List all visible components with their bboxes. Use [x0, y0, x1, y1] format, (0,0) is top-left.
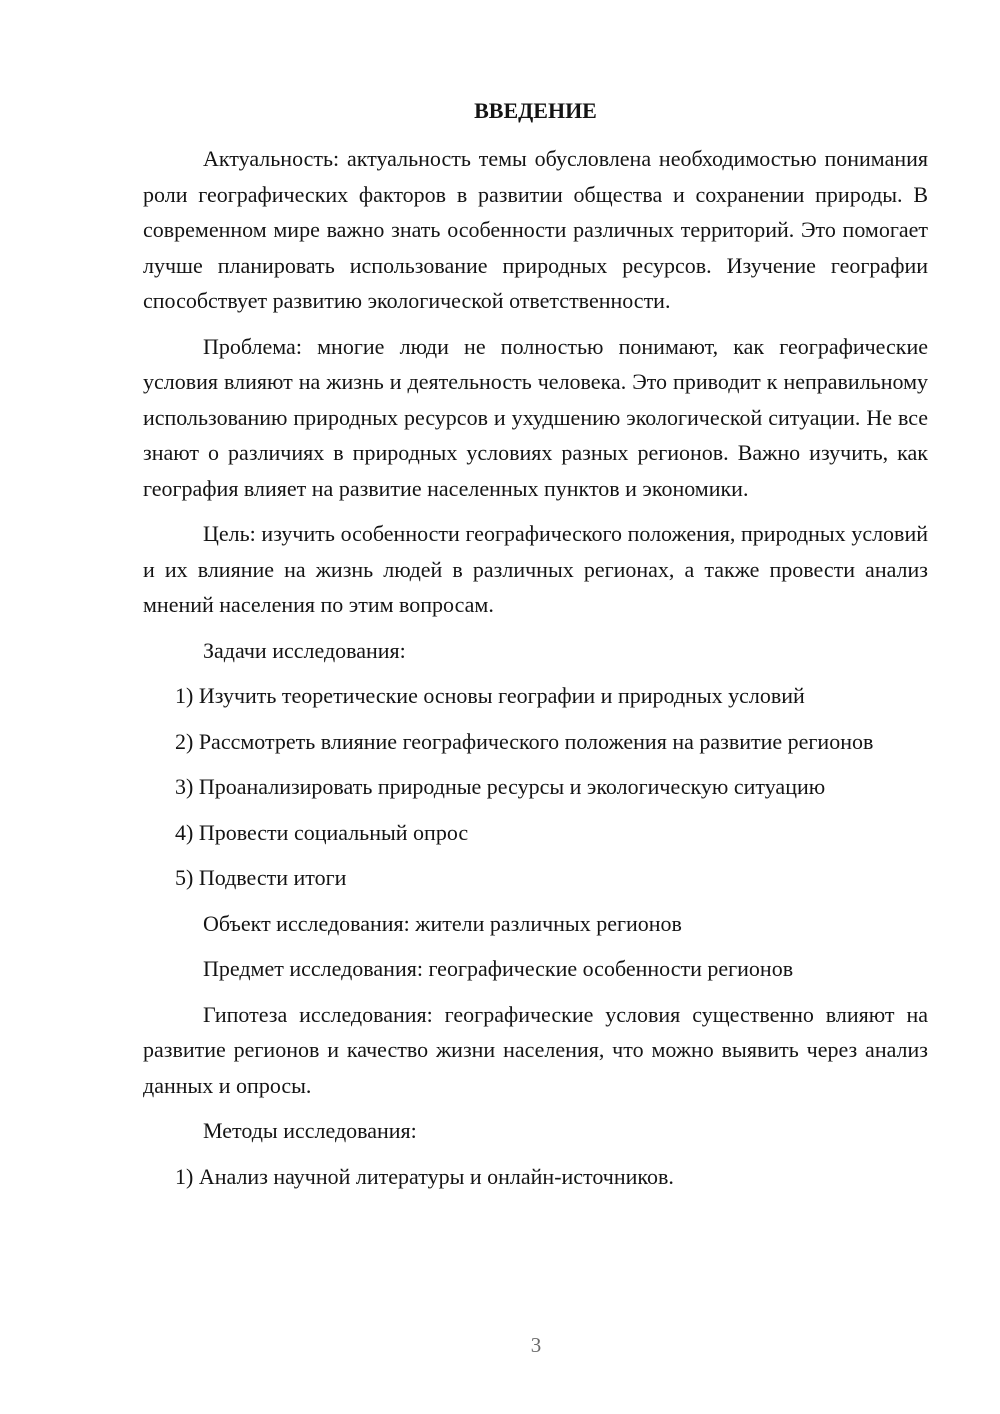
document-body [143, 141, 928, 1204]
task-item: 4) Провести социальный опрос [175, 819, 469, 845]
tasks-heading: Задачи исследования: [203, 637, 406, 663]
paragraph-relevance: Актуальность: актуальность темы обусловлена необходимостью понимания роли географических факторов в развитии общества и сохранении природы. В современном мире важно знать особенности различных территорий. Это помогает лучше планировать использование природных ресурсов. Изучение географии способствует развитию экологической ответственности. [143, 146, 928, 313]
task-item: 1) Изучить теоретические основы географии и природных условий [175, 683, 805, 708]
research-hypothesis: Гипотеза исследования: географические условия существенно влияют на развитие регионов и качество жизни населения, что можно выявить через анализ данных и опросы. [143, 1001, 928, 1098]
research-subject: Предмет исследования: географические особенности регионов [203, 956, 794, 981]
methods-heading: Методы исследования: [203, 1118, 417, 1143]
task-item: 3) Проанализировать природные ресурсы и экологическую ситуацию [175, 774, 826, 799]
method-item: 1) Анализ научной литературы и онлайн-источников. [175, 1163, 674, 1189]
research-object: Объект исследования: жители различных регионов [203, 910, 682, 936]
paragraph-goal: Цель: изучить особенности географического положения, природных условий и их влияние на жизнь людей в различных регионах, а также провести анализ мнений населения по этим вопросам. [143, 521, 928, 617]
task-item: 5) Подвести итоги [175, 865, 347, 890]
paragraph-problem: Проблема: многие люди не полностью понимают, как географические условия влияют на жизнь и деятельность человека. Это приводит к неправильному использованию природных ресурсов и ухудшению экологической ситуации. Не все знают о различиях в природных условиях разных регионов. Важно изучить, как география влияет на развитие населенных пунктов и экономики. [143, 333, 928, 501]
page-title: ВВЕДЕНИЕ [474, 98, 597, 123]
page-number: 3 [530, 1333, 542, 1357]
task-item: 2) Рассмотреть влияние географического положения на развитие регионов [175, 728, 874, 754]
